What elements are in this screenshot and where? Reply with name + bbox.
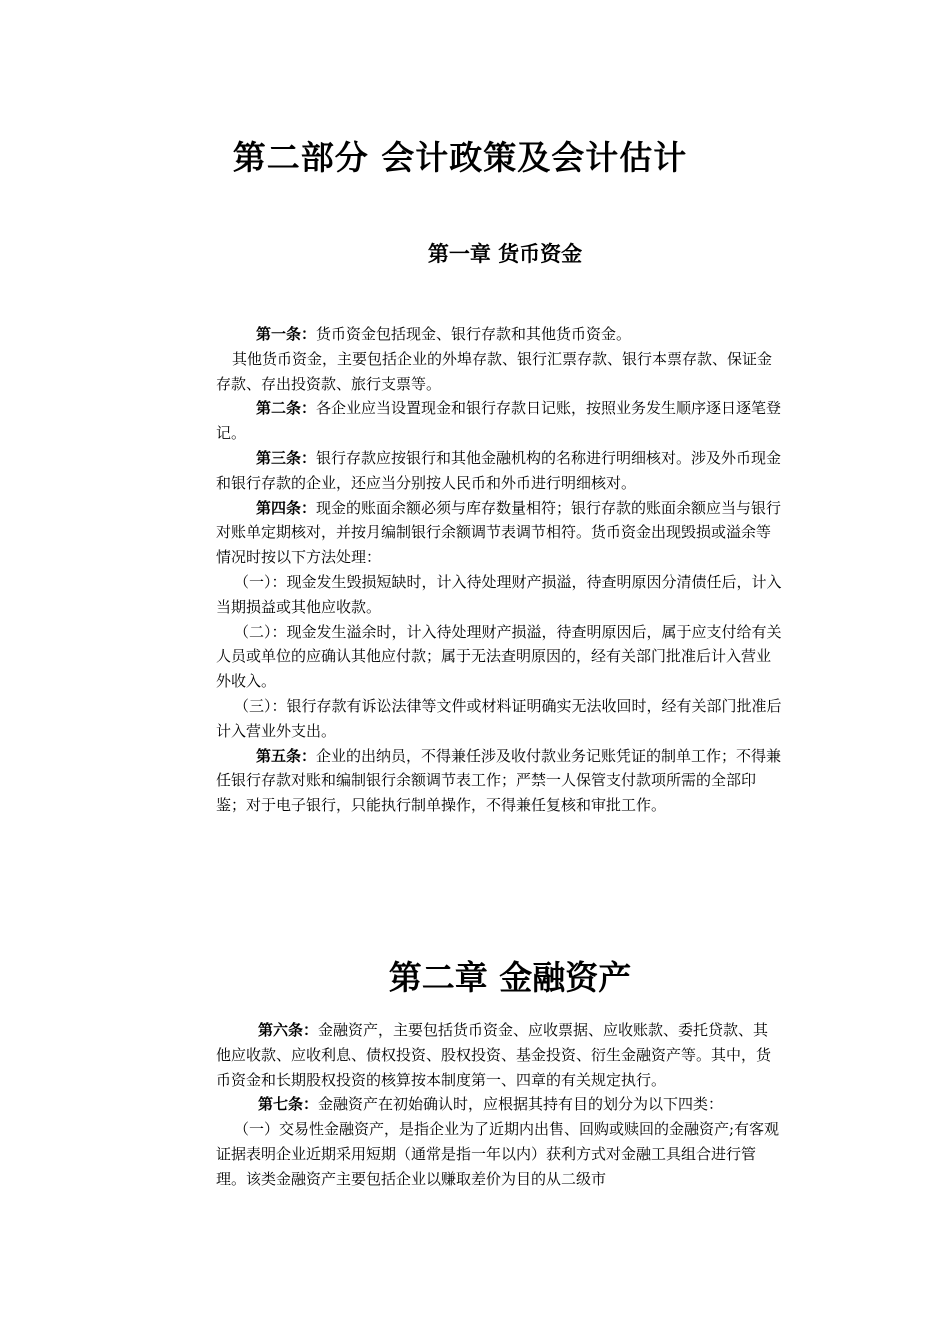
article-4-item-1: （一）：现金发生毁损短缺时，计入待处理财产损溢，待查明原因分清债任后，计入当期损益或其他应收款。 bbox=[216, 572, 782, 616]
article-4-label: 第四条： bbox=[256, 498, 317, 517]
article-3-label: 第三条： bbox=[256, 448, 317, 467]
chapter-2-title: 第二章 金融资产 bbox=[388, 958, 632, 997]
article-7-item-1: （一）交易性金融资产，是指企业为了近期内出售、回购或赎回的金融资产;有客观证据表明企业近期采用短期（通常是指一年以内）获利方式对金融工具组合进行管理。该类金融资产主要包括企业以赚取差价为目的从二级市 bbox=[216, 1120, 780, 1188]
article-3-text: 银行存款应按银行和其他金融机构的名称进行明细核对。涉及外币现金和银行存款的企业，还应当分别按人民币和外币进行明细核对。 bbox=[216, 448, 782, 492]
article-4-text: 现金的账面余额必须与库存数量相符；银行存款的账面余额应当与银行对账单定期核对，并按月编制银行余额调节表调节相符。货币资金出现毁损或溢余等情况时按以下方法处理： bbox=[216, 498, 782, 567]
article-7-text: 金融资产在初始确认时，应根据其持有目的划分为以下四类： bbox=[318, 1095, 724, 1114]
article-2-label: 第二条： bbox=[256, 399, 317, 418]
article-7 bbox=[216, 1092, 782, 1117]
article-5-text: 企业的出纳员，不得兼任涉及收付款业务记账凭证的制单工作；不得兼任银行存款对账和编制银行余额调节表工作；严禁一人保管支付款项所需的全部印鉴；对于电子银行，只能执行制单操作，不得兼任复核和审批工作。 bbox=[216, 746, 782, 815]
article-6 bbox=[216, 1018, 782, 1092]
article-4-item-2: （二）：现金发生溢余时，计入待处理财产损溢，待查明原因后，属于应支付给有关人员或单位的应确认其他应付款；属于无法查明原因的，经有关部门批准后计入营业外收入。 bbox=[216, 622, 782, 691]
article-2-text: 各企业应当设置现金和银行存款日记账，按照业务发生顺序逐日逐笔登记。 bbox=[216, 399, 782, 443]
other-monetary-funds-paragraph: 其他货币资金，主要包括企业的外埠存款、银行汇票存款、银行本票存款、保证金存款、存出投资款、旅行支票等。 bbox=[216, 349, 773, 393]
article-1-text: 货币资金包括现金、银行存款和其他货币资金。 bbox=[316, 325, 632, 343]
article-6-text: 金融资产，主要包括货币资金、应收票据、应收账款、委托贷款、其他应收款、应收利息、债权投资、股权投资、基金投资、衍生金融资产等。其中，货币资金和长期股权投资的核算按本制度第一、四章的有关规定执行。 bbox=[216, 1021, 772, 1089]
article-1 bbox=[216, 322, 782, 347]
article-7-label: 第七条： bbox=[258, 1095, 319, 1114]
chapter-1-body bbox=[216, 322, 782, 818]
chapter-2-body bbox=[216, 1018, 782, 1192]
article-3 bbox=[216, 446, 782, 496]
part-title: 第二部分 会计政策及会计估计 bbox=[232, 138, 688, 177]
article-4 bbox=[216, 496, 782, 570]
chapter-1-title: 第一章 货币资金 bbox=[427, 242, 583, 266]
article-6-label: 第六条： bbox=[258, 1021, 319, 1039]
article-5-label: 第五条： bbox=[256, 746, 317, 765]
article-2 bbox=[216, 396, 782, 446]
article-4-item-3: （三）：银行存款有诉讼法律等文件或材料证明确实无法收回时，经有关部门批准后计入营业外支出。 bbox=[216, 696, 782, 740]
article-5 bbox=[216, 744, 782, 818]
article-1-label: 第一条： bbox=[256, 325, 317, 343]
